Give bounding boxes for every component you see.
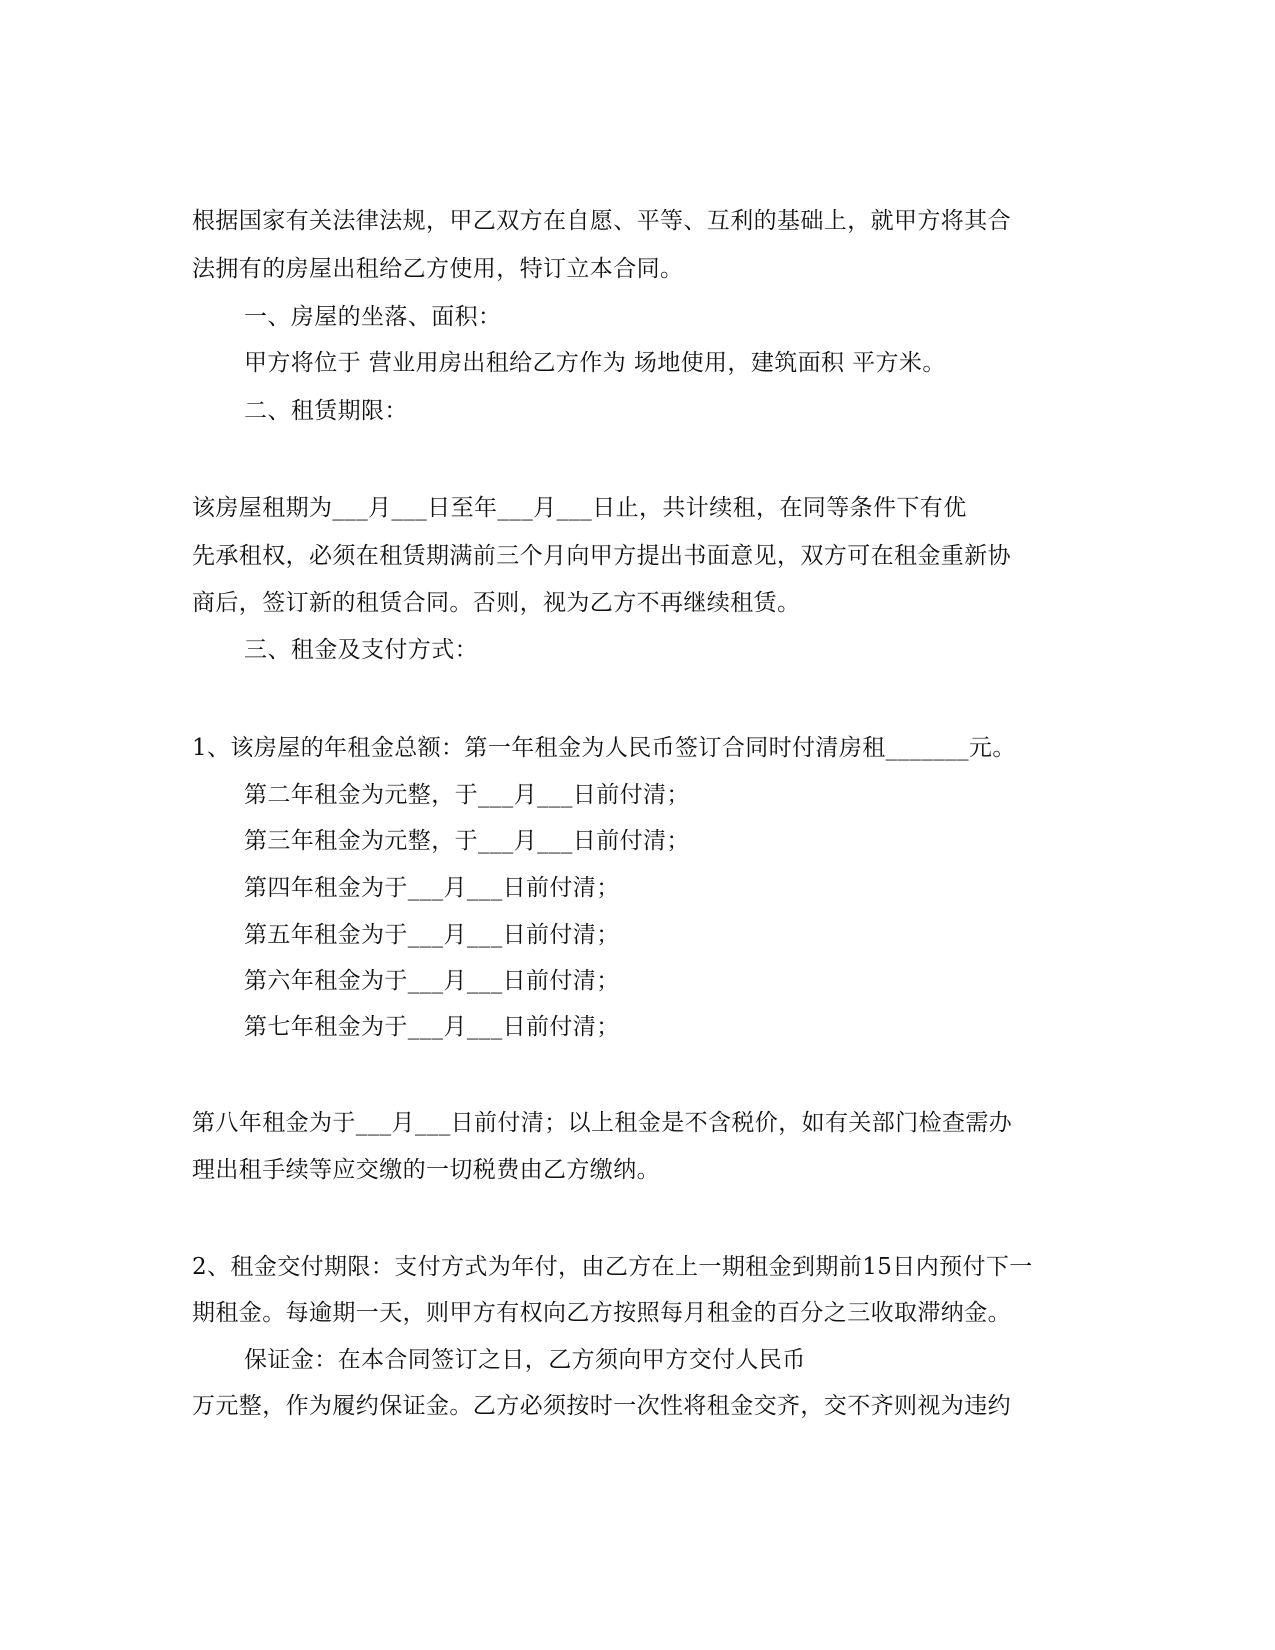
paragraph-line: 根据国家有关法律法规，甲乙双方在自愿、平等、互利的基础上，就甲方将其合: [192, 208, 1011, 234]
paragraph-line: 第八年租金为于___月___日前付清；以上租金是不含税价，如有关部门检查需办: [192, 1110, 1013, 1136]
section-heading: 二、租赁期限：: [244, 398, 408, 424]
paragraph-line: 商后，签订新的租赁合同。否则，视为乙方不再继续租赁。: [192, 590, 801, 616]
paragraph-line: 2、租金交付期限：支付方式为年付，由乙方在上一期租金到期前15日内预付下一: [192, 1254, 1033, 1280]
paragraph-line: 保证金：在本合同签订之日，乙方须向甲方交付人民币: [244, 1347, 806, 1373]
list-item: 第二年租金为元整，于___月___日前付清；: [244, 782, 690, 808]
section-heading: 三、租金及支付方式：: [244, 637, 478, 663]
paragraph-line: 万元整，作为履约保证金。乙方必须按时一次性将租金交齐，交不齐则视为违约: [192, 1393, 1011, 1419]
list-item: 第三年租金为元整，于___月___日前付清；: [244, 828, 690, 854]
paragraph-line: 期租金。每逾期一天，则甲方有权向乙方按照每月租金的百分之三收取滞纳金。: [192, 1300, 1011, 1326]
paragraph-line: 甲方将位于 营业用房出租给乙方作为 场地使用，建筑面积 平方米。: [244, 350, 946, 376]
list-item: 第四年租金为于___月___日前付清；: [244, 875, 620, 901]
section-heading: 一、房屋的坐落、面积：: [244, 304, 502, 330]
list-item: 第七年租金为于___月___日前付清；: [244, 1014, 620, 1040]
paragraph-line: 1、该房屋的年租金总额：第一年租金为人民币签订合同时付清房租_______元。: [192, 735, 1016, 761]
paragraph-line: 理出租手续等应交缴的一切税费由乙方缴纳。: [192, 1157, 660, 1183]
paragraph-line: 法拥有的房屋出租给乙方使用，特订立本合同。: [192, 256, 684, 282]
list-item: 第六年租金为于___月___日前付清；: [244, 968, 620, 994]
paragraph-line: 先承租权，必须在租赁期满前三个月向甲方提出书面意见，双方可在租金重新协: [192, 543, 1011, 569]
list-item: 第五年租金为于___月___日前付清；: [244, 922, 620, 948]
paragraph-line: 该房屋租期为___月___日至年___月___日止，共计续租，在同等条件下有优: [192, 495, 967, 521]
